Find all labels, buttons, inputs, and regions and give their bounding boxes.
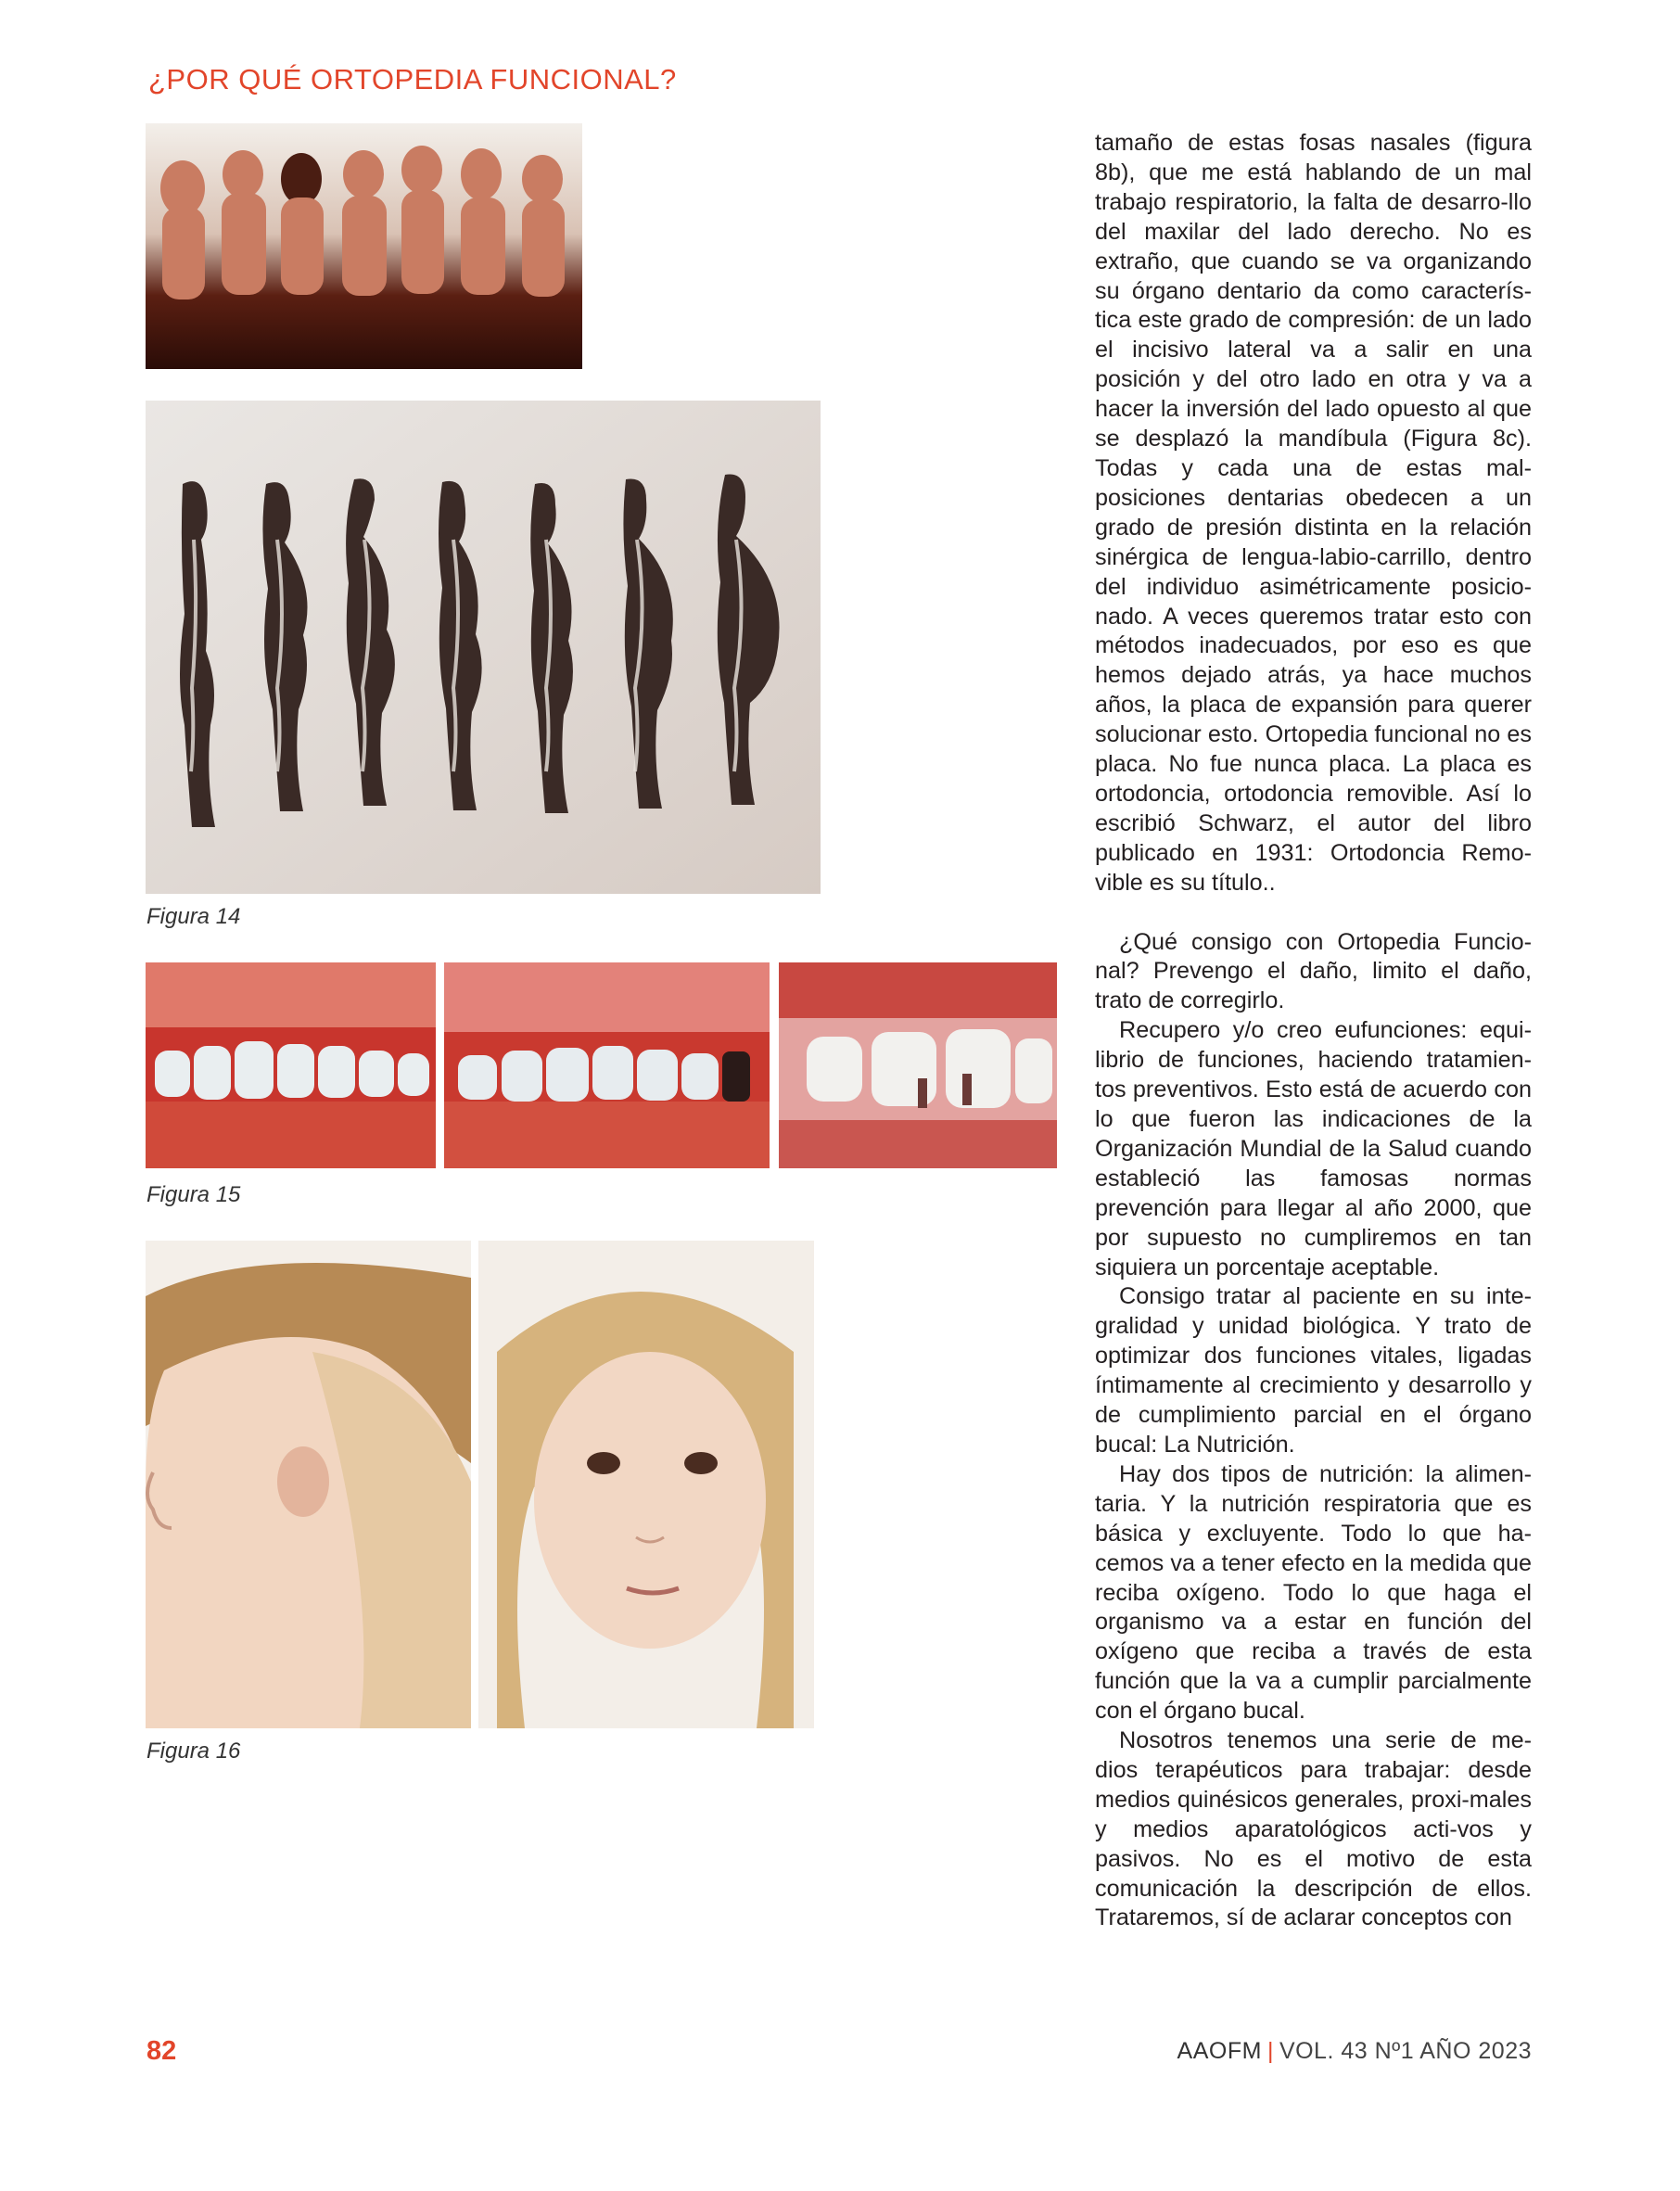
paragraph-5: Hay dos tipos de nutrición: la alimen-taria. Y la nutrición respiratoria que es básica y excluyente. Todo lo que ha-cemos va a tener efecto en la medida que reciba oxígeno. Todo lo que haga el organismo va a estar en función del oxígeno que reciba a través de esta función que la va a cumplir parcialmente con el órgano bucal. [1095, 1460, 1532, 1725]
figure-14-caption: Figura 14 [146, 904, 241, 929]
page-number: 82 [146, 2036, 177, 2066]
figure-14-posture-silhouettes [146, 401, 821, 894]
figure-15-intraoral-photo-3 [779, 962, 1057, 1168]
figure-15-intraoral-photo-1 [146, 962, 436, 1168]
figure-15-intraoral-photo-2 [444, 962, 770, 1168]
paragraph-2: ¿Qué consigo con Ortopedia Funcio-nal? Prevengo el daño, limito el daño, trato de corregirlo. [1095, 928, 1532, 1014]
footer-separator: | [1266, 2038, 1274, 2064]
running-header: ¿POR QUÉ ORTOPEDIA FUNCIONAL? [148, 63, 677, 96]
journal-name: AAOFM [1177, 2038, 1262, 2064]
figure-15-caption: Figura 15 [146, 1182, 241, 1207]
article-body [1095, 129, 1532, 1933]
paragraph-4: Consigo tratar al paciente en su inte-gralidad y unidad biológica. Y trato de optimizar dos funciones vitales, ligadas íntimamente al crecimiento y desarrollo y de cumplimiento parcial en el órgano bucal: La Nutrición. [1095, 1283, 1532, 1458]
paragraph-3: Recupero y/o creo eufunciones: equi-librio de funciones, haciendo tratamien-tos preventivos. Esto está de acuerdo con lo que fueron las indicaciones de la Organización Mundial de la Salud cuando estableció las famosas normas prevención para llegar al año 2000, que por supuesto no cumpliremos en tan siquiera un porcentaje aceptable. [1095, 1017, 1532, 1280]
paragraph-1: tamaño de estas fosas nasales (figura 8b), que me está hablando de un mal trabajo respiratorio, la falta de desarro-llo del maxilar del lado derecho. No es extraño, que cuando se va organizando su órgano dentario da como caracterís-tica este grado de compresión: de un lado el incisivo lateral va a salir en una posición y del otro lado en otra y va a hacer la inversión del lado opuesto al que se desplazó la mandíbula (Figura 8c). Todas y cada una de estas mal-posiciones dentarias obedecen a un grado de presión distinta en la relación sinérgica de lengua-labio-carrillo, dentro del individuo asimétricamente posicio-nado. A veces queremos tratar esto con métodos inadecuados, por eso es que hemos dejado atrás, ya hace muchos años, la placa de expansión para querer solucionar esto. Ortopedia funcional no es placa. No fue nunca placa. La placa es ortodoncia, ortodoncia removible. Así lo escribió Schwarz, el autor del libro publicado en 1931: Ortodoncia Remo-vible es su título.. [1095, 130, 1532, 896]
figure-16-frontal-photo [478, 1241, 814, 1728]
paragraph-6: Nosotros tenemos una serie de me-dios terapéuticos para trabajar: desde medios quinésicos generales, proxi-males y medios aparatológicos acti-vos y pasivos. No es el motivo de esta comunicación la descripción de ellos. Trataremos, sí de aclarar conceptos con [1095, 1727, 1532, 1931]
journal-issue: VOL. 43 Nº1 AÑO 2023 [1279, 2038, 1532, 2064]
journal-footer [1177, 2038, 1532, 2065]
babies-photo [146, 123, 582, 369]
figure-16-profile-photo [146, 1241, 471, 1728]
figure-16-caption: Figura 16 [146, 1739, 241, 1764]
